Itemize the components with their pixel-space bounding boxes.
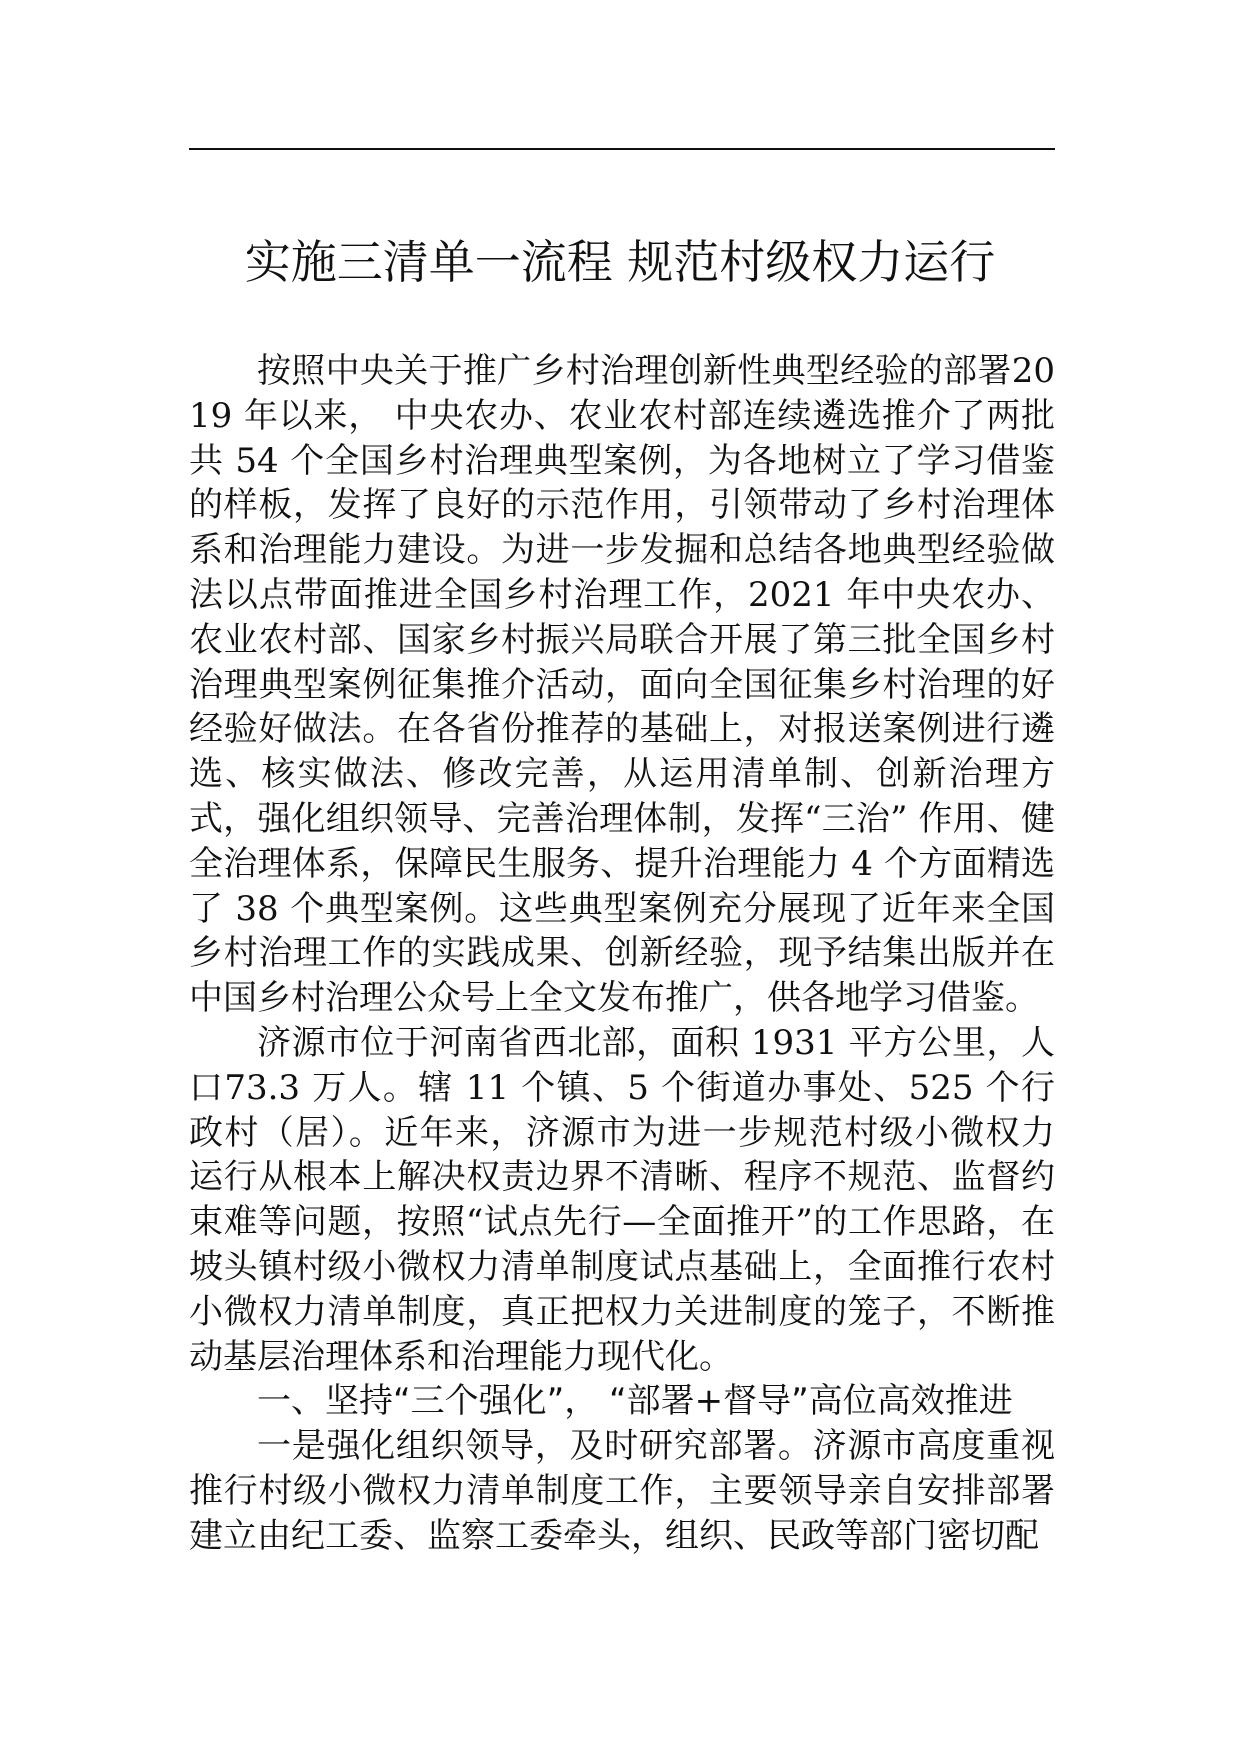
header-rule bbox=[189, 148, 1055, 150]
document-title: 实施三清单一流程 规范村级权力运行 bbox=[244, 235, 996, 289]
document-body bbox=[189, 349, 1055, 1559]
section-heading: 一、坚持“三个强化”， “部署+督导”高位高效推进 bbox=[257, 1381, 1013, 1422]
paragraph-section-one: 一是强化组织领导，及时研究部署。济源市高度重视推行村级小微权力清单制度工作，主要领导亲自安排部署建立由纪工委、监察工委牵头，组织、民政等部门密切配 bbox=[189, 1426, 1055, 1556]
paragraph-intro: 按照中央关于推广乡村治理创新性典型经验的部署2019 年以来， 中央农办、农业农村部连续遴选推介了两批共 54 个全国乡村治理典型案例，为各地树立了学习借鉴的样板，发挥了良好的示范作用，引领带动了乡村治理体系和治理能力建设。为进一步发掘和总结各地典型经验做法以点带面推进全国乡村治理工作，2021 年中央农办、农业农村部、国家乡村振兴局联合开展了第三批全国乡村治理典型案例征集推介活动，面向全国征集乡村治理的好经验好做法。在各省份推荐的基础上，对报送案例进行遴选、核实做法、修改完善，从运用清单制、创新治理方式，强化组织领导、完善治理体制，发挥“三治” 作用、健全治理体系，保障民生服务、提升治理能力 4 个方面精选了 38 个典型案例。这些典型案例充分展现了近年来全国乡村治理工作的实践成果、创新经验，现予结集出版并在中国乡村治理公众号上全文发布推广，供各地学习借鉴。 bbox=[189, 351, 1055, 1019]
paragraph-jiyuan: 济源市位于河南省西北部，面积 1931 平方公里，人口73.3 万人。辖 11 个镇、5 个街道办事处、525 个行政村（居）。近年来，济源市为进一步规范村级小微权力运行从根本上解决权责边界不清晰、程序不规范、监督约束难等问题，按照“试点先行—全面推开”的工作思路，在坡头镇村级小微权力清单制度试点基础上，全面推行农村小微权力清单制度，真正把权力关进制度的笼子，不断推动基层治理体系和治理能力现代化。 bbox=[189, 1022, 1055, 1377]
